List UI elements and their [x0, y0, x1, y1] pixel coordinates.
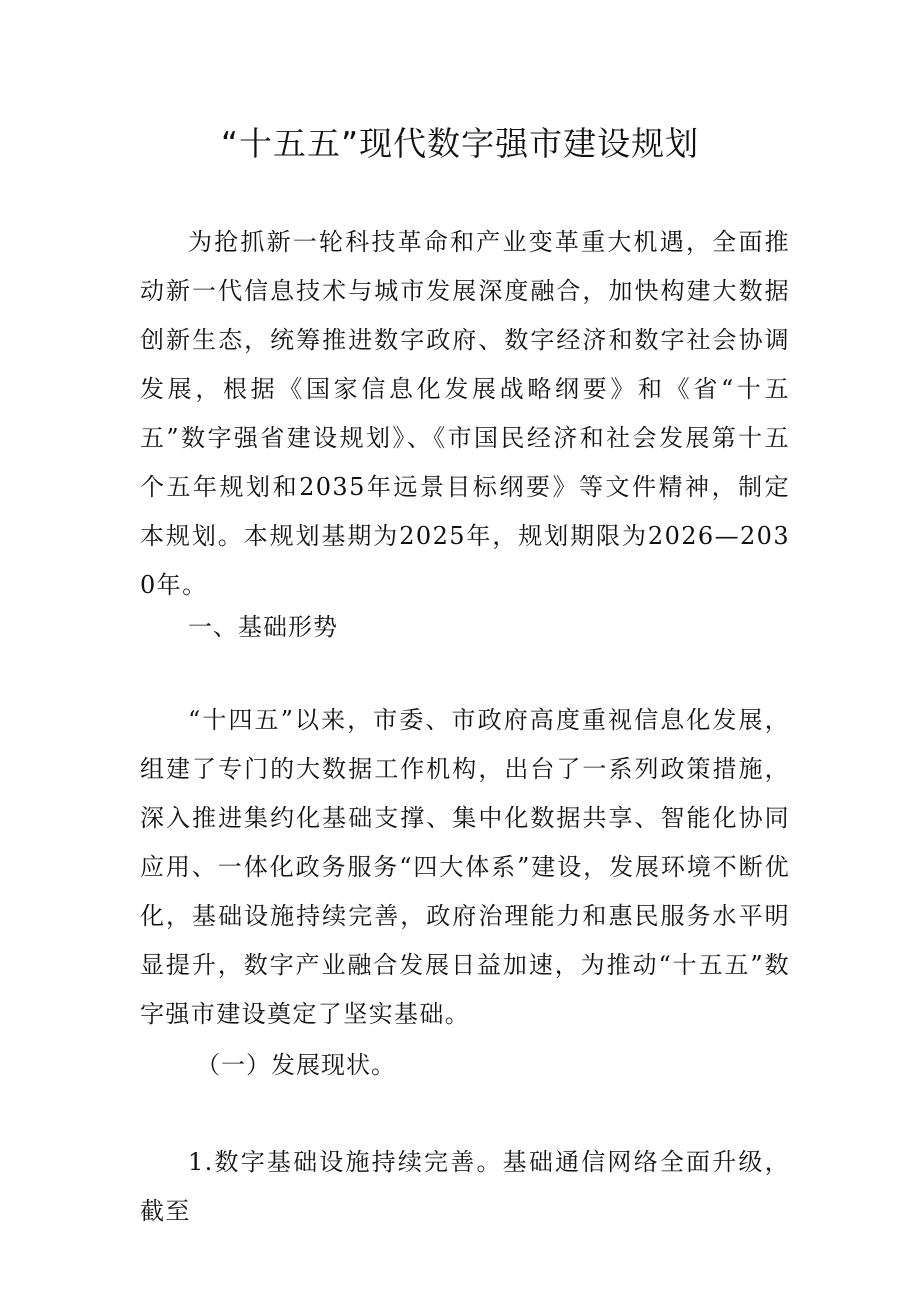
- section-paragraph-basic-situation: “十四五”以来，市委、市政府高度重视信息化发展，组建了专门的大数据工作机构，出台了一系列政策措施，深入推进集约化基础支撑、集中化数据共享、智能化协同应用、一体化政务服务“四大体系”建设，发展环境不断优化，基础设施持续完善，政府治理能力和惠民服务水平明显提升，数字产业融合发展日益加速，为推动“十五五”数字强市建设奠定了坚实基础。: [140, 706, 790, 1028]
- item-paragraph-digital-infrastructure: 1.数字基础设施持续完善。基础通信网络全面升级，截至: [140, 1148, 790, 1225]
- subsection-heading-development-status: （一）发展现状。: [196, 1051, 396, 1079]
- section-heading-basic-situation: 一、基础形势: [188, 613, 338, 641]
- document-title: “十五五”现代数字强市建设规划: [220, 124, 700, 163]
- intro-paragraph: 为抢抓新一轮科技革命和产业变革重大机遇，全面推动新一代信息技术与城市发展深度融合，加快构建大数据创新生态，统筹推进数字政府、数字经济和数字社会协调发展，根据《国家信息化发展战略纲要》和《省“十五五”数字强省建设规划》、《市国民经济和社会发展第十五个五年规划和2035年远景目标纲要》等文件精神，制定本规划。本规划基期为2025年，规划期限为2026—2030年。: [140, 228, 790, 599]
